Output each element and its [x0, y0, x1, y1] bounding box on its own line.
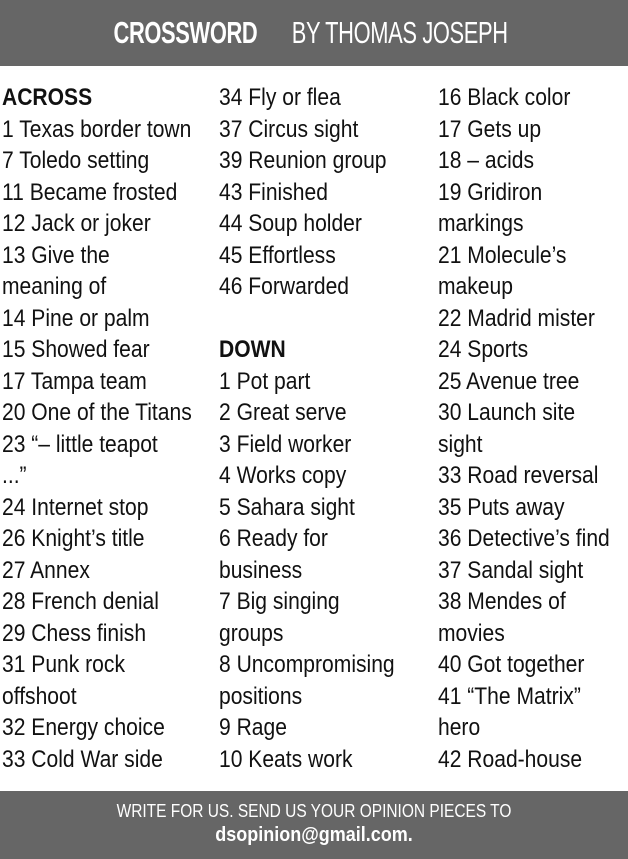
across-clue-line: 12 Jack or joker — [2, 210, 151, 237]
down-clue — [438, 82, 628, 114]
down-clue — [219, 523, 433, 586]
down-clue-line: 36 Detective’s find — [438, 525, 610, 552]
across-clue — [2, 429, 216, 492]
down-clue-line: 18 – acids — [438, 147, 535, 174]
down-clue-line: 21 Molecule’s — [438, 241, 567, 269]
across-clue-line: 17 Tampa team — [2, 367, 147, 395]
across-clue-line: 28 French denial — [2, 588, 159, 615]
down-clue — [219, 649, 433, 712]
down-clue-line: 42 Road-house — [438, 745, 583, 773]
down-clue-line: 2 Great serve — [219, 399, 347, 426]
across-clue-line: 33 Cold War side — [2, 745, 163, 773]
down-clue-line: 40 Got together — [438, 651, 585, 678]
down-clue-line: movies — [438, 619, 505, 647]
across-heading: ACROSS — [2, 84, 93, 111]
down-clue — [219, 712, 433, 744]
across-clue-line: 13 Give the — [2, 241, 110, 269]
across-clue — [2, 649, 216, 712]
down-clue — [438, 366, 628, 398]
footer-call-to-action: WRITE FOR US. SEND US YOUR OPINION PIECES TO — [116, 801, 512, 821]
down-clue-line: 25 Avenue tree — [438, 367, 580, 395]
across-clue — [2, 618, 216, 650]
down-clue-line: markings — [438, 210, 524, 237]
header-title-bold: CROSSWORD — [113, 15, 258, 50]
down-clue — [438, 397, 628, 460]
down-clue-line: groups — [219, 619, 284, 647]
across-clue — [2, 303, 216, 335]
down-clue — [438, 334, 628, 366]
across-clue-line: meaning of — [2, 273, 107, 300]
across-clue — [219, 240, 433, 272]
across-clue-line: 46 Forwarded — [219, 273, 350, 300]
down-clue-line: sight — [438, 430, 483, 458]
down-clue-line: 19 Gridiron — [438, 178, 543, 206]
across-clue — [219, 271, 433, 303]
down-clue — [219, 429, 433, 461]
down-clue — [438, 177, 628, 240]
down-clue — [438, 145, 628, 177]
down-clue-line: 33 Road reversal — [438, 462, 599, 489]
across-clue-line: 24 Internet stop — [2, 493, 149, 521]
down-clue-line: 41 “The Matrix” — [438, 682, 581, 710]
down-clue-line: 35 Puts away — [438, 493, 565, 521]
across-clue-line: 7 Toledo setting — [2, 147, 150, 174]
section-spacer — [219, 303, 433, 335]
across-clue-line: 29 Chess finish — [2, 619, 147, 647]
down-clue — [438, 523, 628, 555]
down-clue-line: 10 Keats work — [219, 745, 353, 773]
across-clue — [2, 492, 216, 524]
down-clue-line: 16 Black color — [438, 84, 571, 111]
down-clue — [438, 555, 628, 587]
across-clue-line: 44 Soup holder — [219, 210, 362, 237]
across-clue-line: 15 Showed fear — [2, 336, 150, 363]
across-clue — [219, 82, 433, 114]
header-title — [100, 15, 528, 51]
down-clue — [438, 492, 628, 524]
across-clue — [2, 177, 216, 209]
across-clue — [219, 114, 433, 146]
down-clue — [438, 649, 628, 681]
down-clue-line: 5 Sahara sight — [219, 493, 355, 521]
across-clue-line: offshoot — [2, 682, 77, 710]
across-clue-line: 39 Reunion group — [219, 147, 387, 174]
across-clue — [219, 177, 433, 209]
across-clue-line: 31 Punk rock — [2, 651, 125, 678]
down-clue-line: 8 Uncompromising — [219, 651, 395, 678]
across-clue — [2, 240, 216, 303]
down-clue-line: 6 Ready for — [219, 525, 328, 552]
down-clue-line: 37 Sandal sight — [438, 556, 584, 584]
across-clue-line: 14 Pine or palm — [2, 304, 150, 332]
across-clue-line: ...” — [2, 462, 27, 489]
down-clue — [219, 460, 433, 492]
across-clue — [2, 114, 216, 146]
down-clue-line: 38 Mendes of — [438, 588, 566, 615]
across-clue — [219, 145, 433, 177]
down-heading: DOWN — [219, 336, 286, 363]
footer-banner — [0, 791, 628, 859]
down-clue-line: makeup — [438, 273, 513, 300]
footer-email[interactable]: dsopinion@gmail.com. — [215, 824, 413, 846]
across-clue — [2, 523, 216, 555]
across-clue — [2, 555, 216, 587]
across-clue-line: 37 Circus sight — [219, 115, 359, 143]
across-clue — [2, 145, 216, 177]
down-clue — [438, 460, 628, 492]
down-clue-line: 17 Gets up — [438, 115, 542, 143]
down-clue-line: 22 Madrid mister — [438, 304, 595, 332]
clue-column-2 — [219, 82, 433, 775]
down-clue — [438, 303, 628, 335]
across-clue-line: 11 Became frosted — [2, 178, 178, 206]
across-clue-line: 32 Energy choice — [2, 714, 165, 741]
down-clue-line: 4 Works copy — [219, 462, 347, 489]
across-clue-line: 20 One of the Titans — [2, 399, 192, 426]
down-clue-line: business — [219, 556, 303, 584]
down-clue — [438, 681, 628, 744]
across-clue-line: 43 Finished — [219, 178, 328, 206]
down-clue — [219, 744, 433, 776]
across-clue-line: 34 Fly or flea — [219, 84, 341, 111]
across-clue — [2, 397, 216, 429]
across-clue-line: 27 Annex — [2, 556, 90, 584]
crossword-header — [0, 0, 628, 66]
across-clue — [2, 586, 216, 618]
across-clue — [219, 208, 433, 240]
clue-column-3 — [438, 82, 628, 775]
across-clue — [2, 712, 216, 744]
down-clue — [219, 397, 433, 429]
down-clue — [438, 744, 628, 776]
down-clue — [438, 586, 628, 649]
across-clue-line: 26 Knight’s title — [2, 525, 145, 552]
down-clue-line: 1 Pot part — [219, 367, 311, 395]
down-clue-line: 7 Big singing — [219, 588, 340, 615]
down-clue — [438, 240, 628, 303]
across-clue-line: 1 Texas border town — [2, 115, 192, 143]
down-clue — [219, 586, 433, 649]
down-clue-line: 24 Sports — [438, 336, 529, 363]
across-clue — [2, 744, 216, 776]
down-clue — [219, 492, 433, 524]
across-clue — [2, 334, 216, 366]
header-title-rest: BY THOMAS JOSEPH — [291, 15, 508, 50]
across-clue — [2, 366, 216, 398]
down-clue-line: 9 Rage — [219, 714, 287, 741]
down-clue-line: positions — [219, 682, 303, 710]
across-clue — [2, 208, 216, 240]
down-clue — [438, 114, 628, 146]
down-clue-line: 3 Field worker — [219, 430, 352, 458]
down-clue-line: hero — [438, 714, 481, 741]
down-clue-line: 30 Launch site — [438, 399, 576, 426]
down-clue — [219, 366, 433, 398]
across-clue-line: 45 Effortless — [219, 241, 336, 269]
across-clue-line: 23 “– little teapot — [2, 430, 158, 458]
clue-column-1 — [2, 82, 216, 775]
